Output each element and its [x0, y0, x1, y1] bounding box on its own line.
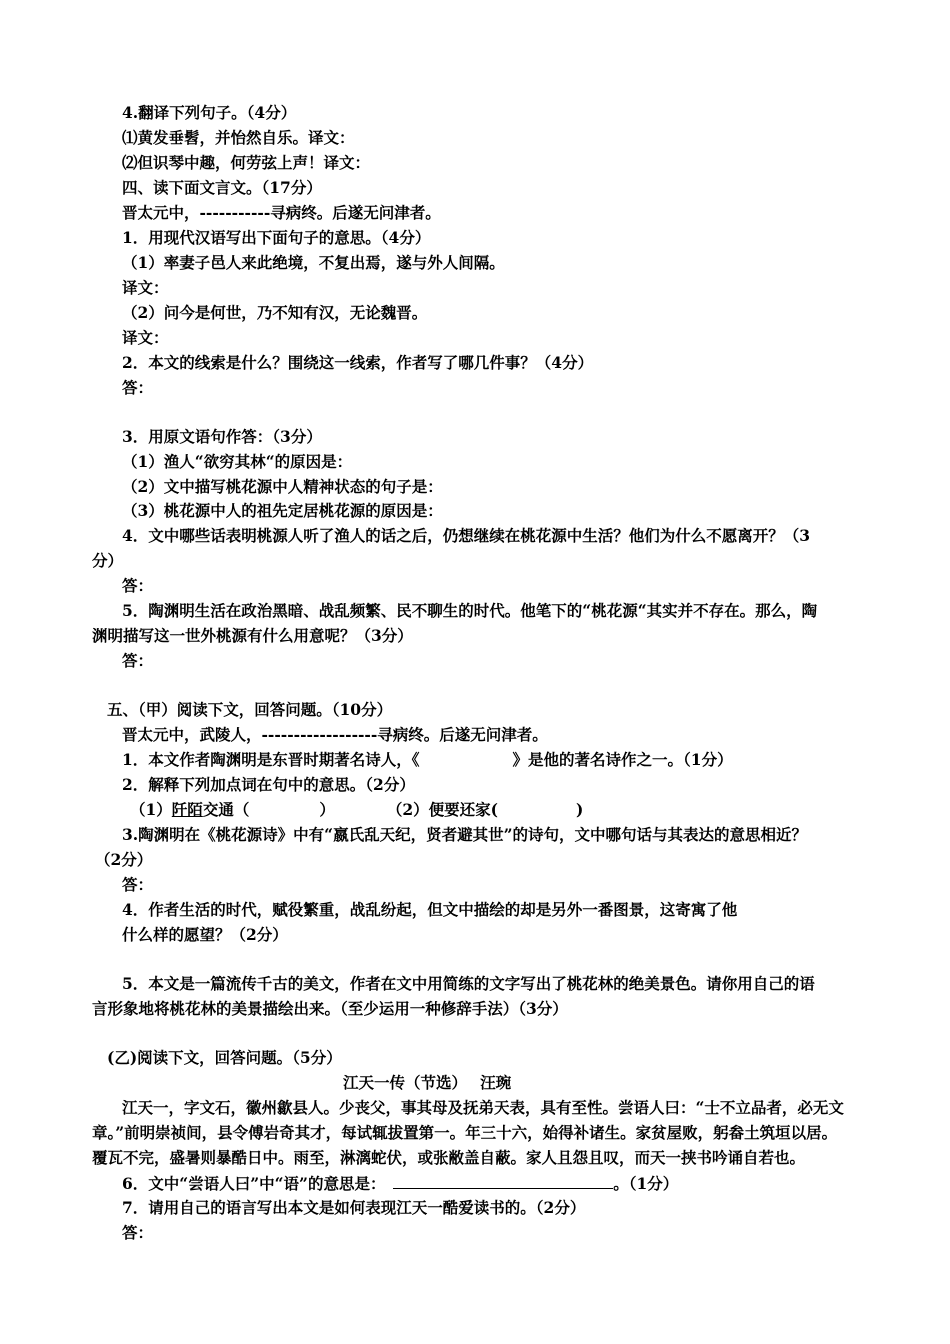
s5-q2-item-1-prefix: （1）	[130, 800, 172, 819]
section-4-passage: 晋太元中，-----------寻病终。后遂无问津者。	[122, 203, 441, 222]
s4-q1-sentence-1: （1）率妻子邑人来此绝境，不复出焉，遂与外人间隔。	[122, 253, 505, 272]
s4-q2-answer-label: 答：	[122, 378, 154, 397]
s5-q4-continued: 什么样的愿望？（2分）	[122, 925, 288, 944]
s5-q4: 4．作者生活的时代，赋役繁重，战乱纷起，但文中描绘的却是另外一番图景，这寄寓了他	[122, 900, 738, 919]
s5-q2-item-1-blank-open: 交通（	[202, 800, 250, 819]
s4-q5: 5．陶渊明生活在政治黑暗、战乱频繁、民不聊生的时代。他笔下的“桃花源“其实并不存在。那么，陶	[122, 601, 818, 620]
s4-q1: 1．用现代汉语写出下面句子的意思。（4分）	[122, 228, 431, 247]
s5-q1: 1．本文作者陶渊明是东晋时期著名诗人，《 》是他的著名诗作之一。（1分）	[122, 750, 733, 769]
s5-q3-continued: （2分）	[95, 850, 153, 869]
s4-q3-item-2: （2）文中描写桃花源中人精神状态的句子是：	[122, 477, 443, 496]
s5-q5: 5．本文是一篇流传千古的美文，作者在文中用简练的文字写出了桃花林的绝美景色。请你用自己的语	[122, 974, 815, 993]
s4-q1-sentence-2: （2）问今是何世，乃不知有汉，无论魏晋。	[122, 303, 428, 322]
s4-q5-answer-label: 答：	[122, 651, 154, 670]
s4-q3-item-3: （3）桃花源中人的祖先定居桃花源的原因是：	[122, 501, 443, 520]
s4-q4-continued: 分）	[92, 551, 124, 570]
s4-q4: 4．文中哪些话表明桃源人听了渔人的话之后，仍想继续在桃花源中生活？他们为什么不愿离开？（3	[122, 526, 811, 545]
s4-q3: 3．用原文语句作答：（3分）	[122, 427, 322, 446]
section-5b-heading: (乙)阅读下文，回答问题。（5分）	[107, 1048, 342, 1067]
section-4-heading: 四、读下面文言文。（17分）	[122, 178, 322, 197]
s4-q5-continued: 渊明描写这一世外桃源有什么用意呢？（3分）	[92, 626, 413, 645]
s5-q6-points: 。（1分）	[613, 1174, 679, 1193]
s5-q6-answer-blank[interactable]	[393, 1173, 613, 1189]
s5-q6	[122, 1173, 678, 1194]
passage-line-1: 江天一，字文石，徽州歙县人。少丧父，事其母及抚弟天表，具有至性。尝语人曰：“士不立品者，必无文	[122, 1098, 844, 1117]
s5-q7: 7．请用自己的语言写出本文是如何表现江天一酷爱读书的。（2分）	[122, 1198, 586, 1217]
s5-q2-items	[130, 800, 583, 820]
s4-q3-item-1: （1）渔人“欲穷其林“的原因是：	[122, 452, 353, 471]
passage-title: 江天一传（节选） 汪琬	[343, 1073, 512, 1092]
s4-q1-translation-label-1: 译文：	[122, 278, 169, 297]
s5-q7-answer-label: 答：	[122, 1223, 154, 1242]
q4-sentence-2: ⑵但识琴中趣，何劳弦上声！译文：	[122, 153, 371, 172]
s5-q2-item-1-blank-close: ）	[319, 800, 335, 819]
passage-line-3: 覆瓦不完，盛暑则暴酷日中。雨至，淋漓蛇伏，或张敝盖自蔽。家人且怨且叹，而天一挟书吟诵自若也。	[92, 1148, 806, 1167]
s5-q2: 2．解释下列加点词在句中的意思。（2分）	[122, 775, 415, 794]
s5-q3: 3.陶渊明在《桃花源诗》中有“嬴氏乱天纪，贤者避其世”的诗句，文中哪句话与其表达的意思相近？	[122, 825, 808, 844]
s5-q2-item-2: （2）便要还家(	[386, 800, 498, 819]
s5-q2-item-2-close: )	[575, 800, 584, 819]
s5-q2-dotted-word: 阡陌	[171, 800, 203, 819]
s5-q5-continued: 言形象地将桃花林的美景描绘出来。（至少运用一种修辞手法）（3分）	[92, 999, 568, 1018]
passage-line-2: 章。”前明崇祯间，县令傅岩奇其才，每试辄拔置第一。年三十六，始得补诸生。家贫屋败，躬畚土筑垣以居。	[92, 1123, 838, 1142]
section-5a-passage: 晋太元中，武陵人，------------------寻病终。后遂无问津者。	[122, 725, 548, 744]
s5-q3-answer-label: 答：	[122, 875, 154, 894]
s4-q2: 2．本文的线索是什么？围绕这一线索，作者写了哪几件事？（4分）	[122, 353, 594, 372]
q4-sentence-1: ⑴黄发垂髫，并怡然自乐。译文：	[122, 128, 355, 147]
section-5a-heading: 五、（甲）阅读下文，回答问题。（10分）	[107, 700, 393, 719]
s4-q4-answer-label: 答：	[122, 576, 154, 595]
q4-translate-heading: 4.翻译下列句子。（4分）	[122, 103, 297, 122]
s5-q6-text: 6．文中“尝语人曰”中“语”的意思是：	[122, 1174, 394, 1193]
s4-q1-translation-label-2: 译文：	[122, 328, 169, 347]
